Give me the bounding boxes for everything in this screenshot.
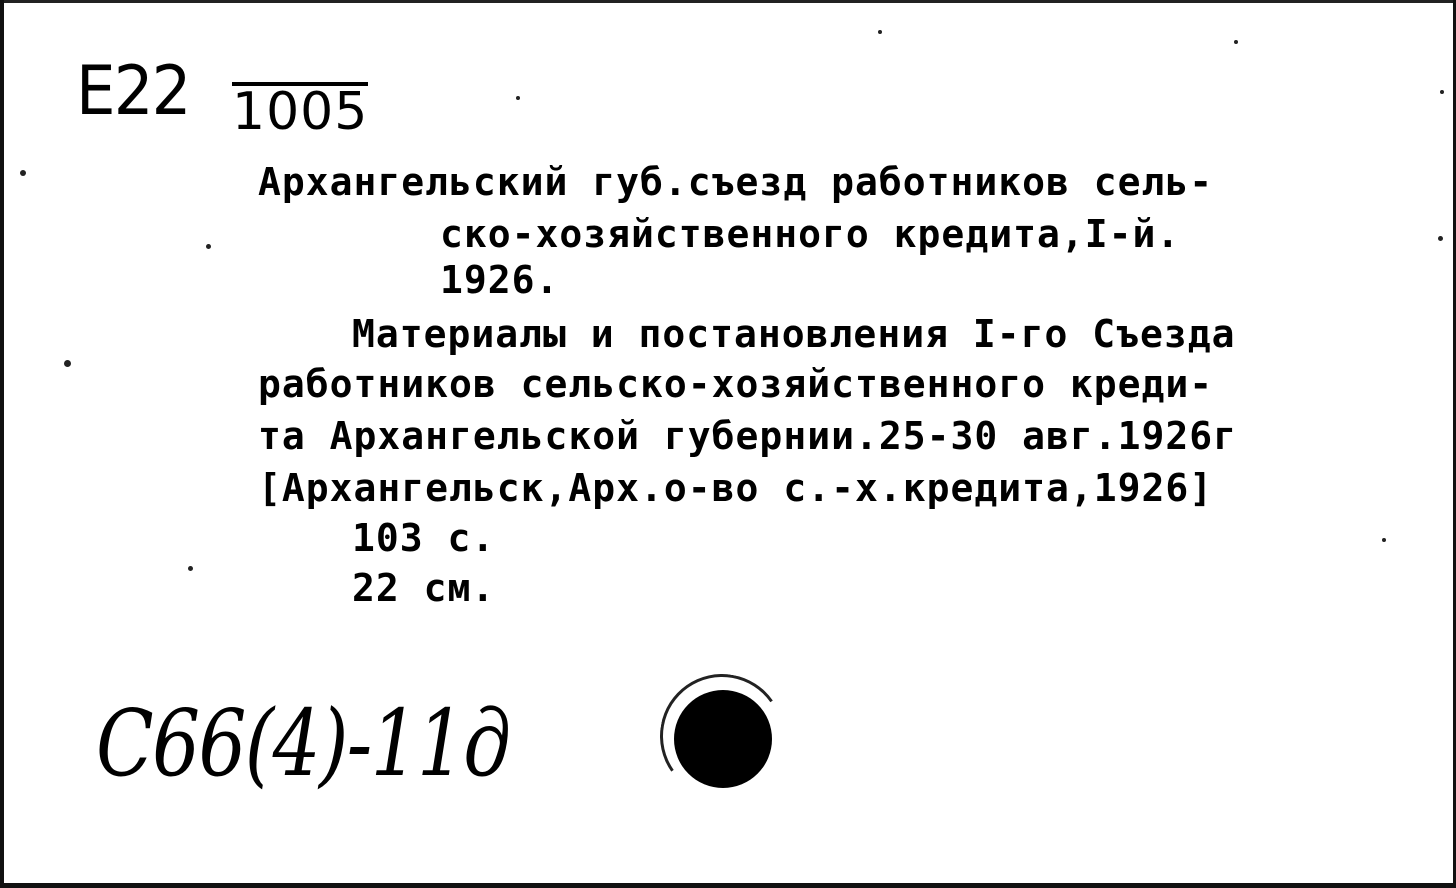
entry-heading-year: 1926. [440, 258, 560, 302]
size-line: 22 см. [352, 566, 496, 610]
call-number: С66(4)-11д [96, 690, 510, 797]
speck [20, 170, 26, 176]
speck [1382, 538, 1386, 542]
title-line-1: Материалы и постановления I-го Съезда [352, 312, 1236, 356]
card-edge-bottom [0, 883, 1456, 888]
card-edge-left [0, 0, 4, 888]
title-line-3: та Архангельской губернии.25-30 авг.1926г [258, 414, 1237, 458]
speck [516, 96, 520, 100]
shelf-mark-prefix: E22 [76, 52, 190, 131]
speck [188, 566, 193, 571]
pagination-line: 103 с. [352, 516, 496, 560]
speck [1438, 236, 1443, 241]
speck [1440, 90, 1444, 94]
speck [64, 360, 71, 367]
card-edge-top [0, 0, 1456, 3]
speck [878, 30, 882, 34]
speck [206, 244, 211, 249]
entry-heading-line-1: Архангельский губ.съезд работников сель- [258, 160, 1214, 204]
punch-hole [674, 690, 772, 788]
imprint-line: [Архангельск,Арх.о-во с.-х.кредита,1926] [258, 466, 1214, 510]
entry-heading-line-2: ско-хозяйственного кредита,I-й. [440, 212, 1181, 256]
title-line-2: работников сельско-хозяйственного креди- [258, 362, 1214, 406]
shelf-mark-number: 1005 [232, 82, 369, 142]
speck [1234, 40, 1238, 44]
